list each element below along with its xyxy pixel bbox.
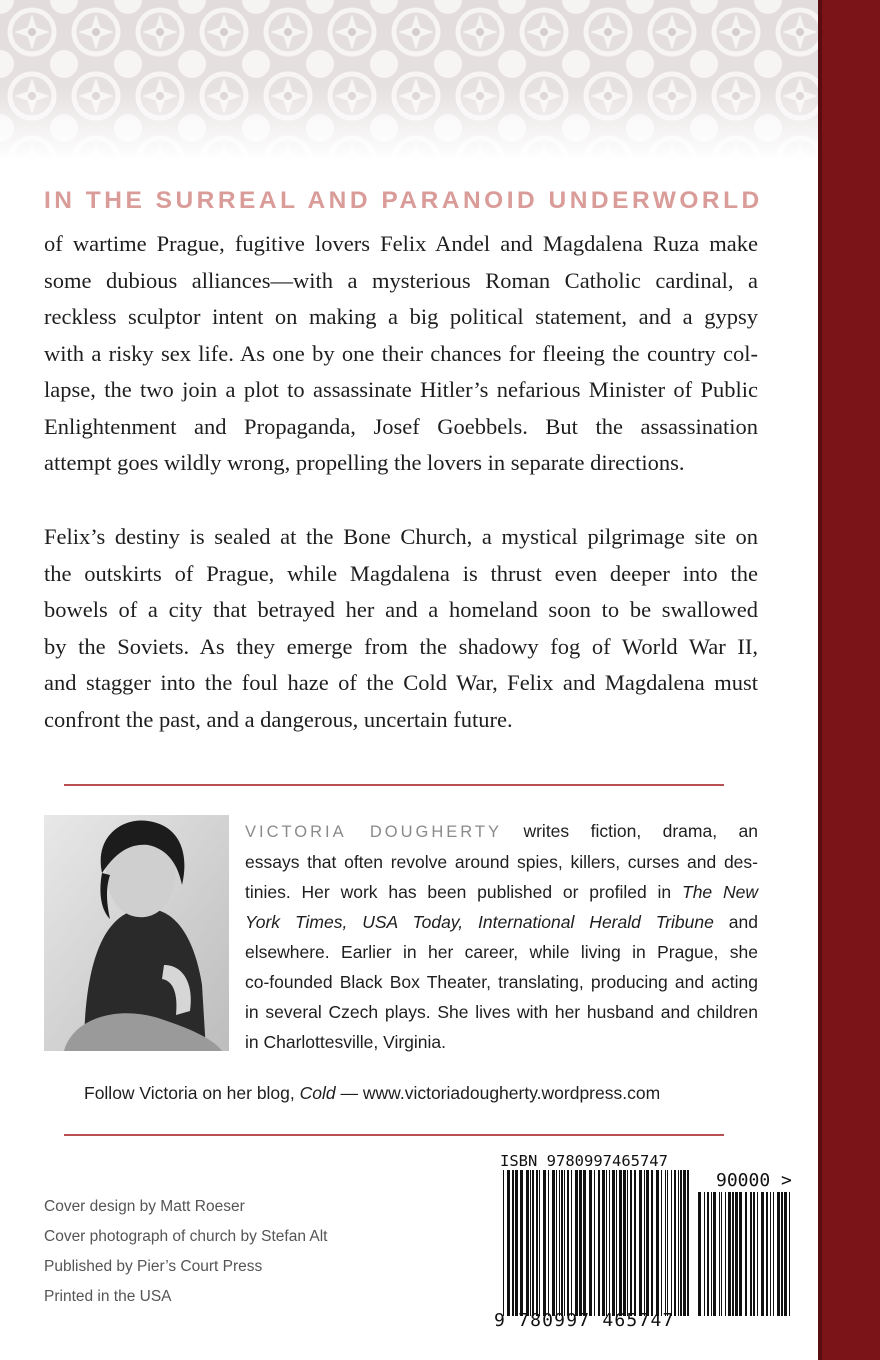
- barcode-bar: [789, 1192, 790, 1316]
- barcode-bar: [552, 1170, 555, 1316]
- price-barcode: [698, 1192, 790, 1316]
- spine-shadow: [818, 0, 822, 1360]
- barcode-bar: [530, 1170, 531, 1316]
- blurb-line: attempt goes wildly wrong, propelling the lovers in separate directions.: [44, 450, 685, 475]
- barcode-bar: [784, 1192, 787, 1316]
- barcode-bar: [634, 1170, 636, 1316]
- credit-line: Printed in the USA: [44, 1288, 172, 1305]
- barcode-bar: [646, 1170, 649, 1316]
- blurb-line: Felix’s destiny is sealed at the Bone Church, a mystical pilgrimage site on: [44, 524, 758, 549]
- barcode-bar: [665, 1170, 666, 1316]
- barcode-bar: [745, 1192, 747, 1316]
- barcode-bar: [589, 1170, 592, 1316]
- credits: [44, 1192, 384, 1312]
- spine-edge: [818, 0, 880, 1360]
- barcode-bar: [583, 1170, 586, 1316]
- barcode-bar: [543, 1170, 546, 1316]
- barcode-bar: [725, 1192, 726, 1316]
- barcode-bar: [567, 1170, 569, 1316]
- isbn-label: ISBN 9780997465747: [500, 1152, 668, 1170]
- barcode-bar: [556, 1170, 557, 1316]
- barcode-bar: [651, 1170, 653, 1316]
- barcode-bar: [661, 1170, 662, 1316]
- barcode-bar: [707, 1192, 709, 1316]
- barcode-bar: [575, 1170, 578, 1316]
- barcode-bar: [623, 1170, 626, 1316]
- barcode-bar: [630, 1170, 632, 1316]
- barcode-bar: [761, 1192, 764, 1316]
- barcode-bar: [753, 1192, 755, 1316]
- barcode-bar: [594, 1170, 595, 1316]
- barcode-bar: [644, 1170, 645, 1316]
- barcode-bar: [667, 1170, 668, 1316]
- divider-rule-bottom: [64, 1134, 724, 1136]
- price-digits: 90000 >: [716, 1170, 792, 1191]
- barcode-bar: [680, 1170, 682, 1316]
- barcode-bar: [536, 1170, 538, 1316]
- author-name: VICTORIA DOUGHERTY: [245, 823, 503, 841]
- barcode-bar: [674, 1170, 676, 1316]
- barcode-bar: [548, 1170, 549, 1316]
- barcode-bar: [564, 1170, 565, 1316]
- bio-line: in several Czech plays. She lives with her husband and children: [245, 1002, 758, 1022]
- ean-digits: 9 780997 465747: [494, 1310, 675, 1331]
- barcode-bar: [602, 1170, 605, 1316]
- barcode-bar: [698, 1192, 701, 1316]
- barcode-bar: [711, 1192, 712, 1316]
- blurb-line: some dubious alliances—with a mysterious Roman Catholic cardinal, a: [44, 267, 758, 293]
- blurb-headline: IN THE SURREAL AND PARANOID UNDERWORLD: [44, 187, 763, 214]
- author-bio: [245, 816, 758, 1057]
- follow-blog-line: Follow Victoria on her blog, Cold — www.victoriadougherty.wordpress.com: [84, 1083, 661, 1103]
- credit-line: Cover photograph of church by Stefan Alt: [44, 1228, 328, 1245]
- barcode-bar: [757, 1192, 758, 1316]
- barcode-bar: [579, 1170, 582, 1316]
- blurb-line: Enlightenment and Propaganda, Josef Goebbels. But the assassination: [44, 413, 758, 439]
- blurb-line: the outskirts of Prague, while Magdalena is thrust even deeper into the: [44, 560, 758, 586]
- barcode-bar: [732, 1192, 734, 1316]
- barcode-bar: [606, 1170, 607, 1316]
- blurb-paragraph-2: [44, 519, 758, 738]
- bio-line: elsewhere. Earlier in her career, while living in Prague, she: [245, 942, 758, 962]
- bio-line: in Charlottesville, Virginia.: [245, 1032, 447, 1052]
- divider-rule-top: [64, 784, 724, 786]
- bio-line: tinies. Her work has been published or profiled in The New: [245, 882, 758, 902]
- barcode-bar: [656, 1170, 659, 1316]
- barcode-bar: [713, 1192, 716, 1316]
- bio-line: York Times, USA Today, International Herald Tribune and: [245, 912, 758, 932]
- blog-name: Cold: [299, 1083, 336, 1103]
- blurb-line: reckless sculptor intent on making a big political statement, and a gypsy: [44, 304, 758, 329]
- barcode-bar: [612, 1170, 615, 1316]
- barcode-bar: [719, 1192, 720, 1316]
- barcode-bar: [750, 1192, 752, 1316]
- barcode-bar: [507, 1170, 510, 1316]
- barcode-bar: [561, 1170, 563, 1316]
- blurb-line: of wartime Prague, fugitive lovers Felix Andel and Magdalena Ruza make: [44, 231, 758, 256]
- barcode-bar: [515, 1170, 518, 1316]
- bio-line: VICTORIA DOUGHERTY writes fiction, drama, an: [245, 821, 758, 841]
- barcode-bar: [766, 1192, 768, 1316]
- barcode-bar: [683, 1170, 686, 1316]
- barcode-bar: [539, 1170, 540, 1316]
- barcode-bar: [627, 1170, 628, 1316]
- barcode-bar: [773, 1192, 774, 1316]
- ornamental-pattern-band: [0, 0, 818, 160]
- barcode-bar: [598, 1170, 600, 1316]
- credit-line: Published by Pier’s Court Press: [44, 1258, 263, 1275]
- barcode-bar: [770, 1192, 771, 1316]
- barcode-bar: [526, 1170, 529, 1316]
- barcode-bar: [619, 1170, 622, 1316]
- barcode-bar: [532, 1170, 534, 1316]
- author-photo: [44, 815, 229, 1051]
- barcode-bar: [639, 1170, 642, 1316]
- blurb-line: confront the past, and a dangerous, uncertain future.: [44, 706, 513, 732]
- barcode-bar: [781, 1192, 783, 1316]
- barcode-bar: [503, 1170, 504, 1316]
- barcode-bar: [739, 1192, 742, 1316]
- barcode-bar: [728, 1192, 731, 1316]
- blurb-paragraph-1: [44, 226, 758, 482]
- barcode-bar: [678, 1170, 679, 1316]
- barcode-bar: [559, 1170, 560, 1316]
- bio-line: co-founded Black Box Theater, translating, producing and acting: [245, 972, 758, 992]
- barcode-bar: [609, 1170, 610, 1316]
- credit-line: Cover design by Matt Roeser: [44, 1198, 245, 1215]
- blurb-line: by the Soviets. As they emerge from the shadowy fog of World War II,: [44, 633, 758, 659]
- barcode-bar: [704, 1192, 705, 1316]
- bio-line: essays that often revolve around spies, killers, curses and des-: [245, 852, 758, 872]
- blurb-line: with a risky sex life. As one by one their chances for fleeing the country col-: [44, 340, 758, 366]
- barcode-bar: [520, 1170, 523, 1316]
- barcode-bar: [735, 1192, 738, 1316]
- barcode-bar: [571, 1170, 572, 1316]
- blurb-line: and stagger into the foul haze of the Cold War, Felix and Magdalena must: [44, 670, 758, 695]
- barcode-bar: [777, 1192, 780, 1316]
- blurb-line: lapse, the two join a plot to assassinate Hitler’s nefarious Minister of Public: [44, 377, 758, 402]
- barcode-bar: [616, 1170, 617, 1316]
- blog-url: — www.victoriadougherty.wordpress.com: [340, 1083, 661, 1103]
- barcode-bar: [721, 1192, 722, 1316]
- barcode-bar: [687, 1170, 689, 1316]
- blurb-line: bowels of a city that betrayed her and a homeland soon to be swallowed: [44, 597, 758, 622]
- barcode-bar: [512, 1170, 514, 1316]
- barcode-bar: [671, 1170, 672, 1316]
- isbn-barcode: [503, 1170, 691, 1316]
